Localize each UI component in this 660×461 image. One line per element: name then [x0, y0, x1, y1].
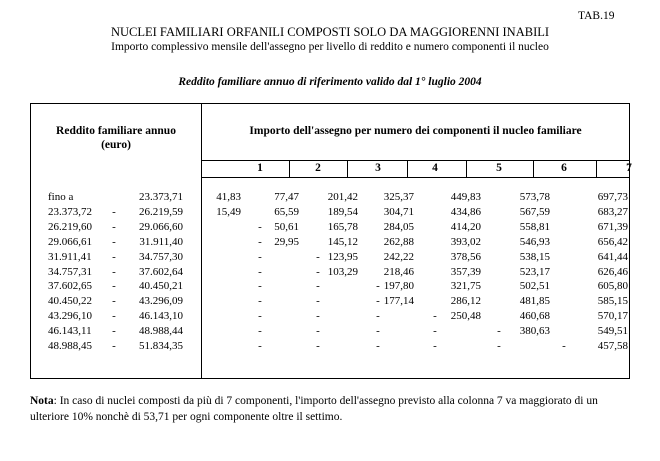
table-row [31, 294, 629, 308]
allowance-amount: 165,78 [327, 220, 358, 233]
income-from: 34.757,31 [48, 265, 92, 278]
income-range-dash: - [112, 205, 116, 218]
allowance-amount: 460,68 [519, 310, 550, 323]
table-row [31, 250, 629, 264]
allowance-amount: 77,47 [274, 191, 299, 203]
allowance-amount: - [258, 325, 262, 338]
income-from: 31.911,41 [48, 250, 92, 263]
income-to: 26.219,59 [139, 205, 183, 218]
column-number: 5 [496, 162, 502, 174]
allowance-amount: - [376, 310, 380, 323]
allowance-amount: 250,48 [450, 310, 481, 323]
table-row [31, 220, 629, 234]
allowance-amount: 65,59 [274, 205, 299, 218]
income-from: 40.450,22 [48, 295, 92, 308]
allowance-amount: - [258, 220, 262, 233]
allowance-amount: 286,12 [450, 295, 481, 308]
allowance-table [30, 103, 630, 379]
allowance-amount: 103,29 [327, 265, 358, 278]
income-range-dash: - [112, 235, 116, 248]
allowance-amount: - [258, 250, 262, 263]
allowance-amount: 549,51 [597, 325, 628, 338]
allowance-amount: 683,27 [597, 205, 628, 218]
allowance-amount: 15,49 [216, 205, 241, 218]
allowance-amount: 50,61 [274, 220, 299, 233]
allowance-amount: - [258, 235, 262, 248]
income-from: 26.219,60 [48, 220, 92, 233]
column-number: 3 [375, 162, 381, 174]
allowance-amount: 284,05 [383, 220, 414, 233]
allowance-amount: 449,83 [450, 191, 481, 203]
table-row [31, 324, 629, 338]
allowance-amount: 626,46 [597, 265, 628, 278]
allowance-amount: - [433, 310, 437, 323]
income-range-dash: - [112, 325, 116, 338]
allowance-amount: 573,78 [519, 191, 550, 203]
income-to: 37.602,64 [139, 265, 183, 278]
allowance-amount: - [258, 295, 262, 308]
allowance-amount: 538,15 [519, 250, 550, 263]
allowance-amount: 671,39 [597, 220, 628, 233]
table-row [31, 190, 629, 204]
income-from: 37.602,65 [48, 280, 92, 293]
allowance-amount: 242,22 [383, 250, 414, 263]
allowance-amount: - [316, 340, 320, 352]
allowance-amount: 218,46 [383, 265, 414, 278]
allowance-amount: - [376, 340, 380, 352]
column-number: 2 [315, 162, 321, 174]
allowance-amount: 567,59 [519, 205, 550, 218]
allowance-amount: 177,14 [383, 295, 414, 308]
allowance-amount: - [316, 280, 320, 293]
allowance-amount: 558,81 [519, 220, 550, 233]
footnote [30, 393, 636, 425]
table-row [31, 279, 629, 293]
allowance-amount: 123,95 [327, 250, 358, 263]
allowance-amount: 393,02 [450, 235, 481, 248]
income-to: 23.373,71 [139, 191, 183, 203]
allowance-amount: 656,42 [597, 235, 628, 248]
income-from: 48.988,45 [48, 340, 92, 352]
allowance-amount: 523,17 [519, 265, 550, 278]
allowance-amount: 145,12 [327, 235, 358, 248]
allowance-amount: - [258, 280, 262, 293]
allowance-amount: - [497, 340, 501, 352]
table-number: TAB.19 [578, 10, 615, 22]
allowance-amount: - [497, 325, 501, 338]
table-row [31, 235, 629, 249]
column-number: 6 [561, 162, 567, 174]
reference-caption: Reddito familiare annuo di riferimento valido dal 1° luglio 2004 [178, 76, 482, 88]
income-to: 43.296,09 [139, 295, 183, 308]
table-row [31, 265, 629, 279]
allowance-amount: 29,95 [274, 235, 299, 248]
allowance-amount: - [376, 325, 380, 338]
allowance-amount: - [376, 295, 380, 308]
allowance-amount: - [258, 310, 262, 323]
allowance-amount: 605,80 [597, 280, 628, 293]
allowance-amount: 414,20 [450, 220, 481, 233]
table-row [31, 205, 629, 219]
amount-header-label: Importo dell'assegno per numero dei componenti il nucleo familiare [249, 125, 582, 137]
allowance-amount: 546,93 [519, 235, 550, 248]
page-subtitle: Importo complessivo mensile dell'assegno per livello di reddito e numero componenti il nucleo [111, 41, 549, 53]
income-to: 31.911,40 [139, 235, 183, 248]
income-from: 23.373,72 [48, 205, 92, 218]
income-header [31, 104, 201, 160]
income-to: 48.988,44 [139, 325, 183, 338]
column-separator [466, 161, 467, 177]
column-number: 4 [432, 162, 438, 174]
allowance-amount: 357,39 [450, 265, 481, 278]
allowance-amount: - [316, 325, 320, 338]
income-from: 46.143,11 [48, 325, 92, 338]
allowance-amount: 481,85 [519, 295, 550, 308]
allowance-amount: 380,63 [519, 325, 550, 338]
income-to: 46.143,10 [139, 310, 183, 323]
allowance-amount: 585,15 [597, 295, 628, 308]
income-to: 40.450,21 [139, 280, 183, 293]
income-range-dash: - [112, 280, 116, 293]
income-range-dash: - [112, 265, 116, 278]
allowance-amount: 641,44 [597, 250, 628, 263]
allowance-amount: - [376, 280, 380, 293]
allowance-amount: 378,56 [450, 250, 481, 263]
column-separator [596, 161, 597, 177]
allowance-amount: - [433, 325, 437, 338]
income-range-dash: - [112, 310, 116, 323]
income-from: 29.066,61 [48, 235, 92, 248]
income-from: 43.296,10 [48, 310, 92, 323]
footnote-text: : In caso di nuclei composti da più di 7 componenti, l'importo dell'assegno previsto alla colonna 7 va maggiorato di un ulteriore 10% nonchè di 53,71 per ogni componente oltre il settimo. [30, 395, 598, 423]
allowance-amount: 325,37 [383, 191, 414, 203]
allowance-amount: - [316, 250, 320, 263]
income-header-unit: (euro) [101, 139, 131, 151]
income-to: 34.757,30 [139, 250, 183, 263]
allowance-amount: - [562, 340, 566, 352]
income-range-dash: - [112, 250, 116, 263]
income-to: 51.834,35 [139, 340, 183, 352]
income-range-dash: - [112, 295, 116, 308]
income-header-label: Reddito familiare annuo [56, 125, 176, 137]
allowance-amount: 321,75 [450, 280, 481, 293]
allowance-amount: 434,86 [450, 205, 481, 218]
allowance-amount: 502,51 [519, 280, 550, 293]
allowance-amount: 304,71 [383, 205, 414, 218]
allowance-amount: 41,83 [216, 191, 241, 203]
allowance-amount: 570,17 [597, 310, 628, 323]
allowance-amount: 197,80 [383, 280, 414, 293]
column-number: 7 [626, 162, 632, 174]
amount-header [202, 104, 629, 160]
component-number-row [202, 160, 632, 178]
table-row [31, 339, 629, 353]
allowance-amount: 457,58 [597, 340, 628, 352]
allowance-amount: - [258, 265, 262, 278]
allowance-amount: 697,73 [597, 191, 628, 203]
column-number: 1 [257, 162, 263, 174]
footnote-label: Nota [30, 395, 54, 407]
allowance-amount: - [316, 295, 320, 308]
allowance-amount: 201,42 [327, 191, 358, 203]
allowance-amount: - [316, 265, 320, 278]
income-range-dash: - [112, 220, 116, 233]
allowance-amount: 189,54 [327, 205, 358, 218]
allowance-amount: - [258, 340, 262, 352]
allowance-amount: - [316, 310, 320, 323]
income-range-dash: - [112, 340, 116, 352]
income-to: 29.066,60 [139, 220, 183, 233]
income-from: fino a [48, 191, 74, 203]
table-row [31, 309, 629, 323]
allowance-amount: - [433, 340, 437, 352]
allowance-amount: 262,88 [383, 235, 414, 248]
page-title: NUCLEI FAMILIARI ORFANILI COMPOSTI SOLO DA MAGGIORENNI INABILI [110, 25, 550, 39]
